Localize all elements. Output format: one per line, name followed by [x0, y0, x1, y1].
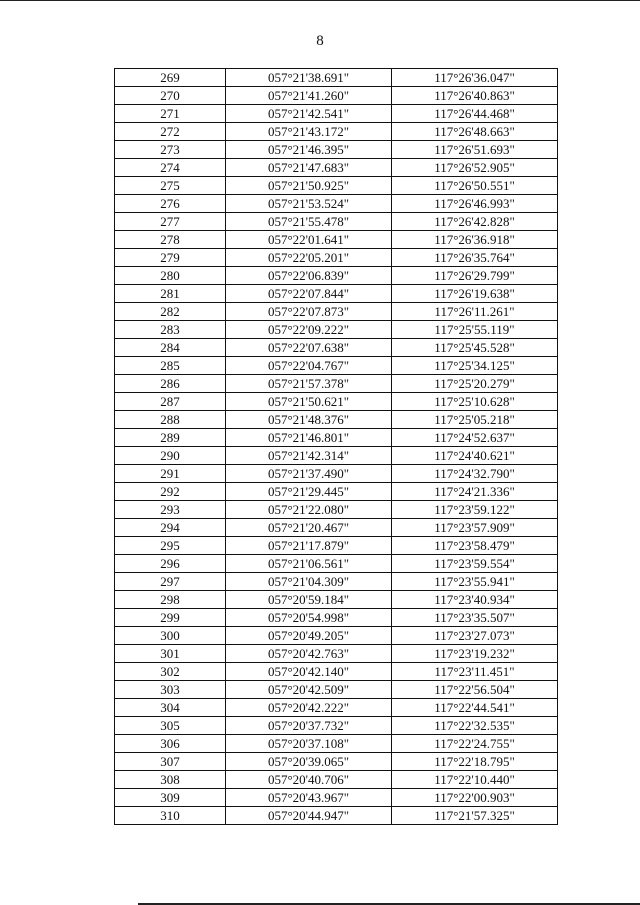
longitude-cell: 117°22'00.903" — [392, 789, 558, 807]
longitude-cell: 117°24'21.336" — [392, 483, 558, 501]
point-number-cell: 298 — [115, 591, 226, 609]
latitude-cell: 057°22'09.222" — [226, 321, 392, 339]
table-row — [115, 789, 558, 807]
table-row — [115, 87, 558, 105]
latitude-cell: 057°20'49.205" — [226, 627, 392, 645]
latitude-cell: 057°22'07.873" — [226, 303, 392, 321]
point-number-cell: 295 — [115, 537, 226, 555]
longitude-cell: 117°23'59.554" — [392, 555, 558, 573]
longitude-cell: 117°26'29.799" — [392, 267, 558, 285]
point-number-cell: 307 — [115, 753, 226, 771]
table-row — [115, 249, 558, 267]
point-number-cell: 269 — [115, 69, 226, 87]
table-row — [115, 357, 558, 375]
longitude-cell: 117°26'35.764" — [392, 249, 558, 267]
table-row — [115, 375, 558, 393]
latitude-cell: 057°22'07.844" — [226, 285, 392, 303]
table-row — [115, 573, 558, 591]
longitude-cell: 117°23'59.122" — [392, 501, 558, 519]
page-top-edge — [0, 0, 640, 1]
point-number-cell: 275 — [115, 177, 226, 195]
table-row — [115, 429, 558, 447]
latitude-cell: 057°21'57.378" — [226, 375, 392, 393]
longitude-cell: 117°26'52.905" — [392, 159, 558, 177]
longitude-cell: 117°26'46.993" — [392, 195, 558, 213]
longitude-cell: 117°26'40.863" — [392, 87, 558, 105]
latitude-cell: 057°20'59.184" — [226, 591, 392, 609]
point-number-cell: 294 — [115, 519, 226, 537]
point-number-cell: 292 — [115, 483, 226, 501]
table-row — [115, 285, 558, 303]
table-row — [115, 177, 558, 195]
point-number-cell: 278 — [115, 231, 226, 249]
longitude-cell: 117°21'57.325" — [392, 807, 558, 825]
latitude-cell: 057°21'46.801" — [226, 429, 392, 447]
latitude-cell: 057°21'53.524" — [226, 195, 392, 213]
latitude-cell: 057°20'42.140" — [226, 663, 392, 681]
point-number-cell: 273 — [115, 141, 226, 159]
table-row — [115, 213, 558, 231]
latitude-cell: 057°22'05.201" — [226, 249, 392, 267]
table-row — [115, 69, 558, 87]
latitude-cell: 057°21'20.467" — [226, 519, 392, 537]
longitude-cell: 117°23'57.909" — [392, 519, 558, 537]
point-number-cell: 301 — [115, 645, 226, 663]
latitude-cell: 057°22'01.641" — [226, 231, 392, 249]
latitude-cell: 057°21'55.478" — [226, 213, 392, 231]
latitude-cell: 057°20'54.998" — [226, 609, 392, 627]
table-row — [115, 807, 558, 825]
longitude-cell: 117°23'58.479" — [392, 537, 558, 555]
point-number-cell: 300 — [115, 627, 226, 645]
point-number-cell: 309 — [115, 789, 226, 807]
point-number-cell: 297 — [115, 573, 226, 591]
latitude-cell: 057°22'06.839" — [226, 267, 392, 285]
latitude-cell: 057°22'04.767" — [226, 357, 392, 375]
point-number-cell: 277 — [115, 213, 226, 231]
table-row — [115, 105, 558, 123]
latitude-cell: 057°21'43.172" — [226, 123, 392, 141]
point-number-cell: 308 — [115, 771, 226, 789]
longitude-cell: 117°25'10.628" — [392, 393, 558, 411]
table-row — [115, 753, 558, 771]
table-row — [115, 231, 558, 249]
longitude-cell: 117°25'45.528" — [392, 339, 558, 357]
longitude-cell: 117°26'11.261" — [392, 303, 558, 321]
point-number-cell: 285 — [115, 357, 226, 375]
point-number-cell: 283 — [115, 321, 226, 339]
longitude-cell: 117°23'19.232" — [392, 645, 558, 663]
longitude-cell: 117°22'18.795" — [392, 753, 558, 771]
table-row — [115, 339, 558, 357]
table-row — [115, 159, 558, 177]
table-row — [115, 195, 558, 213]
coordinates-table-body — [115, 69, 558, 825]
longitude-cell: 117°26'51.693" — [392, 141, 558, 159]
latitude-cell: 057°21'41.260" — [226, 87, 392, 105]
point-number-cell: 304 — [115, 699, 226, 717]
longitude-cell: 117°26'36.047" — [392, 69, 558, 87]
latitude-cell: 057°21'06.561" — [226, 555, 392, 573]
latitude-cell: 057°21'47.683" — [226, 159, 392, 177]
table-row — [115, 537, 558, 555]
latitude-cell: 057°21'04.309" — [226, 573, 392, 591]
table-row — [115, 645, 558, 663]
latitude-cell: 057°20'37.108" — [226, 735, 392, 753]
point-number-cell: 272 — [115, 123, 226, 141]
latitude-cell: 057°21'50.925" — [226, 177, 392, 195]
coordinates-table — [114, 68, 558, 825]
latitude-cell: 057°20'42.763" — [226, 645, 392, 663]
point-number-cell: 284 — [115, 339, 226, 357]
latitude-cell: 057°20'42.222" — [226, 699, 392, 717]
table-row — [115, 663, 558, 681]
point-number-cell: 303 — [115, 681, 226, 699]
point-number-cell: 271 — [115, 105, 226, 123]
table-row — [115, 699, 558, 717]
point-number-cell: 310 — [115, 807, 226, 825]
table-row — [115, 483, 558, 501]
table-row — [115, 771, 558, 789]
longitude-cell: 117°24'52.637" — [392, 429, 558, 447]
latitude-cell: 057°20'44.947" — [226, 807, 392, 825]
longitude-cell: 117°26'36.918" — [392, 231, 558, 249]
latitude-cell: 057°21'48.376" — [226, 411, 392, 429]
point-number-cell: 305 — [115, 717, 226, 735]
longitude-cell: 117°22'32.535" — [392, 717, 558, 735]
longitude-cell: 117°23'35.507" — [392, 609, 558, 627]
point-number-cell: 287 — [115, 393, 226, 411]
table-row — [115, 141, 558, 159]
latitude-cell: 057°21'22.080" — [226, 501, 392, 519]
table-row — [115, 393, 558, 411]
point-number-cell: 279 — [115, 249, 226, 267]
latitude-cell: 057°21'29.445" — [226, 483, 392, 501]
longitude-cell: 117°24'40.621" — [392, 447, 558, 465]
point-number-cell: 293 — [115, 501, 226, 519]
latitude-cell: 057°21'50.621" — [226, 393, 392, 411]
point-number-cell: 280 — [115, 267, 226, 285]
point-number-cell: 281 — [115, 285, 226, 303]
longitude-cell: 117°23'40.934" — [392, 591, 558, 609]
table-row — [115, 627, 558, 645]
point-number-cell: 302 — [115, 663, 226, 681]
table-row — [115, 303, 558, 321]
table-row — [115, 465, 558, 483]
point-number-cell: 282 — [115, 303, 226, 321]
latitude-cell: 057°22'07.638" — [226, 339, 392, 357]
longitude-cell: 117°22'10.440" — [392, 771, 558, 789]
table-row — [115, 555, 558, 573]
latitude-cell: 057°21'38.691" — [226, 69, 392, 87]
longitude-cell: 117°26'50.551" — [392, 177, 558, 195]
longitude-cell: 117°22'56.504" — [392, 681, 558, 699]
table-row — [115, 519, 558, 537]
longitude-cell: 117°26'42.828" — [392, 213, 558, 231]
table-row — [115, 735, 558, 753]
longitude-cell: 117°26'19.638" — [392, 285, 558, 303]
latitude-cell: 057°20'43.967" — [226, 789, 392, 807]
table-row — [115, 321, 558, 339]
latitude-cell: 057°21'17.879" — [226, 537, 392, 555]
table-row — [115, 501, 558, 519]
point-number-cell: 296 — [115, 555, 226, 573]
page-number: 8 — [316, 33, 324, 49]
point-number-cell: 291 — [115, 465, 226, 483]
latitude-cell: 057°21'42.541" — [226, 105, 392, 123]
point-number-cell: 299 — [115, 609, 226, 627]
table-row — [115, 609, 558, 627]
longitude-cell: 117°26'48.663" — [392, 123, 558, 141]
longitude-cell: 117°24'32.790" — [392, 465, 558, 483]
table-row — [115, 123, 558, 141]
point-number-cell: 276 — [115, 195, 226, 213]
point-number-cell: 286 — [115, 375, 226, 393]
table-row — [115, 411, 558, 429]
latitude-cell: 057°21'42.314" — [226, 447, 392, 465]
longitude-cell: 117°25'34.125" — [392, 357, 558, 375]
longitude-cell: 117°23'55.941" — [392, 573, 558, 591]
latitude-cell: 057°20'40.706" — [226, 771, 392, 789]
point-number-cell: 306 — [115, 735, 226, 753]
latitude-cell: 057°20'37.732" — [226, 717, 392, 735]
table-row — [115, 717, 558, 735]
longitude-cell: 117°23'27.073" — [392, 627, 558, 645]
longitude-cell: 117°25'05.218" — [392, 411, 558, 429]
point-number-cell: 290 — [115, 447, 226, 465]
longitude-cell: 117°22'24.755" — [392, 735, 558, 753]
point-number-cell: 289 — [115, 429, 226, 447]
longitude-cell: 117°25'20.279" — [392, 375, 558, 393]
table-row — [115, 591, 558, 609]
point-number-cell: 274 — [115, 159, 226, 177]
latitude-cell: 057°21'37.490" — [226, 465, 392, 483]
longitude-cell: 117°23'11.451" — [392, 663, 558, 681]
table-row — [115, 267, 558, 285]
point-number-cell: 270 — [115, 87, 226, 105]
longitude-cell: 117°25'55.119" — [392, 321, 558, 339]
point-number-cell: 288 — [115, 411, 226, 429]
table-row — [115, 447, 558, 465]
latitude-cell: 057°21'46.395" — [226, 141, 392, 159]
longitude-cell: 117°22'44.541" — [392, 699, 558, 717]
latitude-cell: 057°20'42.509" — [226, 681, 392, 699]
latitude-cell: 057°20'39.065" — [226, 753, 392, 771]
table-row — [115, 681, 558, 699]
longitude-cell: 117°26'44.468" — [392, 105, 558, 123]
